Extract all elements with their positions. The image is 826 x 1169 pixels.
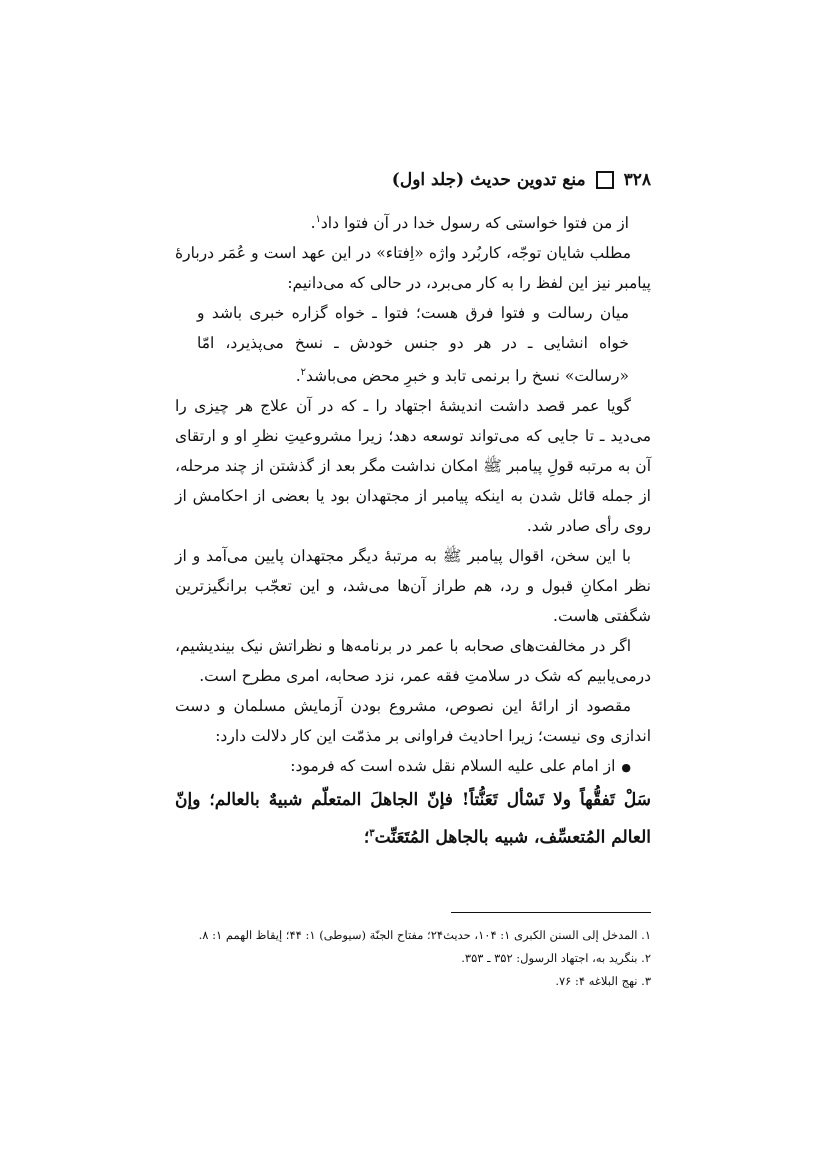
arabic-quote: سَلْ تَفقُّهاً ولا تَسْأل تَعَنُّتاً! فإنّ الجاهلَ المتعلّم شبيهٌ بالعالم؛ وإنّ العالم المُتعسِّف، شبيه بالجاهل المُتَعَنِّت$^۳$؛	[175, 790, 651, 848]
bullet-item: ● از امام علی علیه السلام نقل شده است که فرمود:	[175, 751, 651, 783]
paragraph: مقصود از ارائهٔ این نصوص، مشروع بودن آزمایش مسلمان و دست اندازی وی نیست؛ زیرا احادیث فراوانی بر مذمّت این کار دلالت دارد:	[175, 697, 651, 746]
main-text	[175, 205, 651, 855]
book-title: منع تدوین حدیث (جلد اول)	[391, 170, 586, 190]
square-icon	[596, 171, 614, 189]
footnotes	[175, 924, 651, 993]
paragraph: اگر در مخالفت‌های صحابه با عمر در برنامه‌ها و نظراتش نیک بیندیشیم، درمی‌یابیم که شک در سلامتِ فقه عمر، نزد صحابه، امری مطرح است.	[175, 637, 651, 686]
footnote: ۳. نهج البلاغه ۴: ۷۶.	[555, 974, 651, 988]
footnote: ۲. بنگرید به، اجتهاد الرسول: ۳۵۲ ـ ۳۵۳.	[461, 951, 651, 965]
running-header	[392, 170, 651, 190]
footnote-ref: ۲	[300, 367, 307, 379]
paragraph: مطلب شایان توجّه، کاربُرد واژه «اِفتاء» در این عهد است و عُمَر دربارهٔ پیامبر نیز این لفظ را به کار می‌برد، در حالی که می‌دانیم:	[175, 244, 651, 293]
paragraph: گویا عمر قصد داشت اندیشهٔ اجتهاد را ـ که در آن علاج هر چیزی را می‌دید ـ تا جایی که می‌تواند توسعه دهد؛ زیرا مشروعیتِ نظرِ او و ارتقای آن به مرتبه قولِ پیامبر ﷺ امکان نداشت مگر بعد از گذشتن از چند مرحله، از جمله قائل شدن به اینکه پیامبر از مجتهدان بود یا بعضی از احکامش از روی رأی صادر شد.	[175, 397, 651, 536]
footnote-ref: ۳	[369, 828, 375, 840]
page-number: ۳۲۸	[623, 170, 651, 190]
paragraph: از من فتوا خواستی که رسول خدا در آن فتوا داد$^۱$.	[310, 214, 629, 233]
paragraph: با این سخن، اقوال پیامبر ﷺ به مرتبهٔ دیگر مجتهدان پایین می‌آمد و از نظر امکانِ قبول و رد، هم طراز آن‌ها می‌شد، و این تعجّب برانگیزترین شگفتی هاست.	[175, 547, 651, 626]
footnote: ۱. المدخل إلى السنن الکبری ۱: ۱۰۴، حدیث۲۴؛ مفتاح الجنّة (سیوطی) ۱: ۴۴؛ إیقاظ الهمم ۱: ۸.	[198, 928, 651, 942]
footnote-ref: ۱	[315, 214, 321, 225]
footnote-divider	[451, 912, 651, 913]
block-quote: میان رسالت و فتوا فرق هست؛ فتوا ـ خواه گزاره خبری باشد و خواه انشایی ـ در هر دو جنس خودش ـ نسخ می‌پذیرد، امّا «رسالت» نسخ را برنمی تابد و خبرِ محض می‌باشد$^۲$.	[197, 304, 629, 386]
